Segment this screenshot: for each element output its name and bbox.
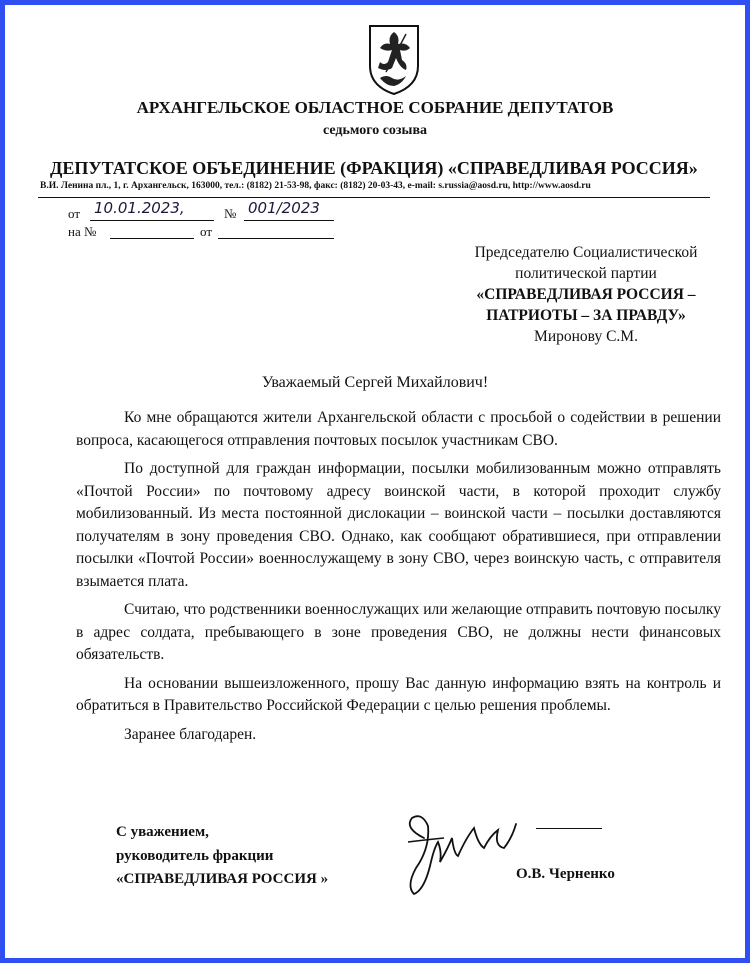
paragraph: Заранее благодарен. <box>124 725 257 743</box>
closing-block <box>116 821 328 892</box>
reply-label: на № <box>68 224 97 239</box>
letter-body <box>76 407 721 752</box>
handwritten-date: 10.01.2023, <box>94 199 185 217</box>
handwritten-number: 001/2023 <box>248 199 320 217</box>
reply-date-line <box>218 224 334 239</box>
faction-title: ДЕПУТАТСКОЕ ОБЪЕДИНЕНИЕ (ФРАКЦИЯ) «СПРАВЕДЛИВАЯ РОССИЯ» <box>50 158 698 178</box>
number-label: № <box>224 206 237 221</box>
coat-of-arms-icon <box>366 22 422 96</box>
addressee-name: Миронову С.М. <box>534 328 638 345</box>
addressee-line2: политической партии <box>515 265 657 282</box>
paragraph: Считаю, что родственники военнослужащих или желающие отправить почтовую посылку в адрес солдата, пребывающего в зоне проведения СВО, не должны нести финансовых обязательств. <box>76 601 721 663</box>
reply-from-label: от <box>200 224 213 239</box>
closing-line3: «СПРАВЕДЛИВАЯ РОССИЯ » <box>116 871 329 887</box>
header-divider <box>38 197 710 198</box>
paragraph: Ко мне обращаются жители Архангельской области с просьбой о содействии в решении вопроса, касающегося отправления почтовых посылок участникам СВО. <box>76 409 721 449</box>
contact-line: В.И. Ленина пл., 1, г. Архангельск, 163000, тел.: (8182) 21-53-98, факс: (8182) 20-03-43, e-mail: s.russia@aosd.ru, http://www.aosd.ru <box>40 181 591 191</box>
from-label: от <box>68 206 81 221</box>
paragraph: На основании вышеизложенного, прошу Вас данную информацию взять на контроль и обратиться в Правительство Российской Федерации с целью решения проблемы. <box>76 674 721 714</box>
addressee-party1: «СПРАВЕДЛИВАЯ РОССИЯ – <box>476 286 696 303</box>
addressee-party2: ПАТРИОТЫ – ЗА ПРАВДУ» <box>486 307 686 324</box>
addressee-block <box>446 242 726 347</box>
assembly-title: АРХАНГЕЛЬСКОЕ ОБЛАСТНОЕ СОБРАНИЕ ДЕПУТАТОВ <box>136 98 614 117</box>
closing-line1: С уважением, <box>116 824 209 840</box>
paragraph: По доступной для граждан информации, посылки мобилизованным можно отправлять «Почтой России» по почтовому адресу воинской части, в которой проходит службу мобилизованный. Из места постоянной дислокации – воинской части – посылки доставляются получателям в зону проведения СВО. Однако, как сообщают обратившиеся, при отправлении посылки «Почтой России» военнослужащему в зону СВО, через воинскую часть, с отправителя взымается плата. <box>76 460 721 590</box>
reply-number-line <box>110 224 194 239</box>
closing-line2: руководитель фракции <box>116 847 274 864</box>
convocation: седьмого созыва <box>322 123 428 138</box>
addressee-line1: Председателю Социалистической <box>474 244 698 261</box>
signature-icon <box>394 808 524 898</box>
greeting: Уважаемый Сергей Михайлович! <box>261 374 489 391</box>
letter-page <box>6 6 744 957</box>
signature-dash <box>536 828 602 829</box>
signatory-name: О.В. Черненко <box>516 866 615 882</box>
